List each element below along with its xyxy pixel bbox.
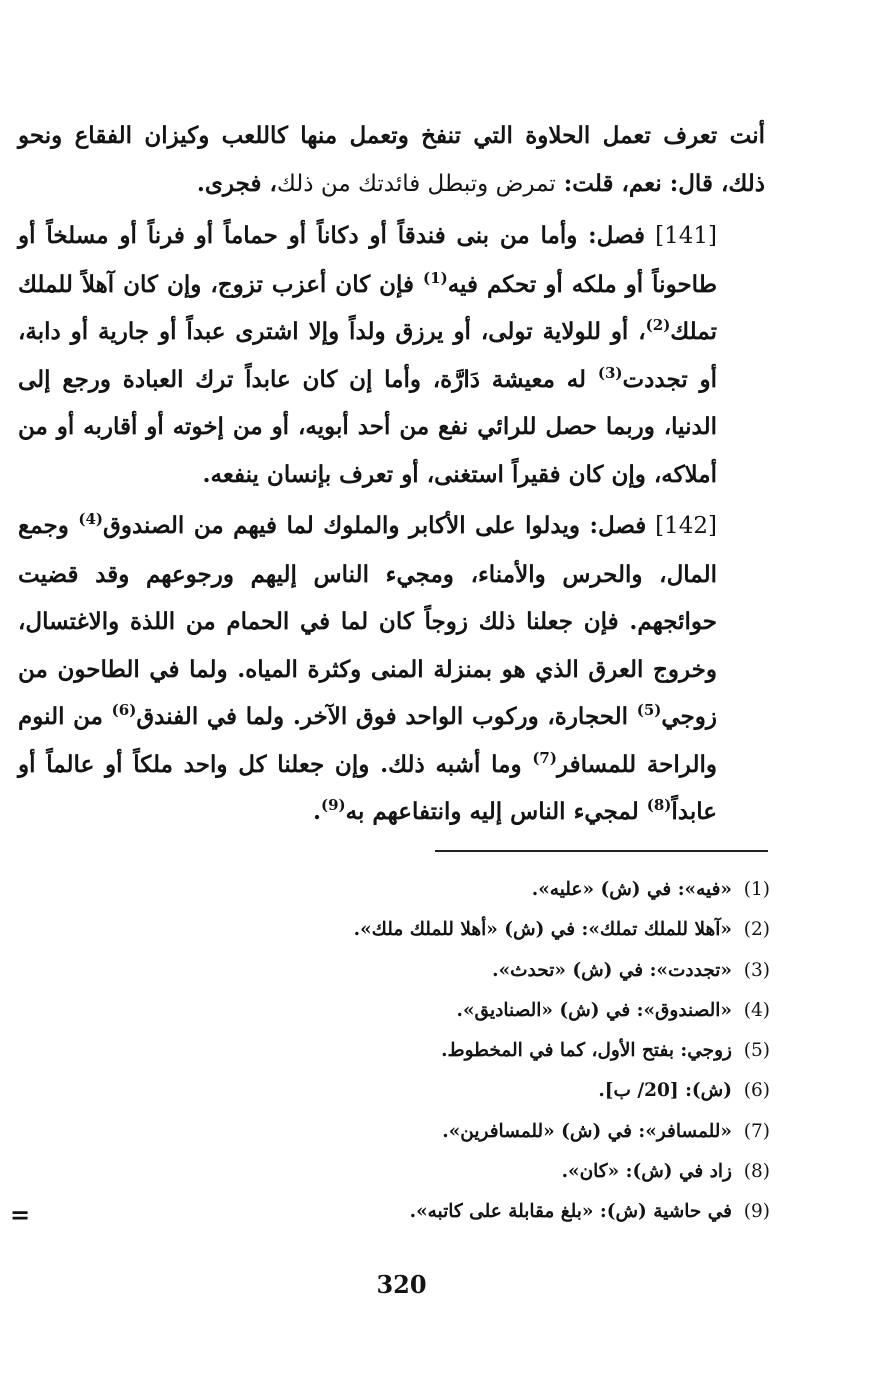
footnote-number: (3) (743, 959, 770, 981)
footnote-text: «للمسافر»: في (ش) «للمسافرين». (442, 1120, 732, 1142)
section-heading: فصل: (588, 222, 645, 249)
body-text: ويدلوا على الأكابر والملوك لما فيهم من الصندوق (103, 512, 590, 539)
footnote-ref: (9) (320, 796, 346, 814)
body-text: ، أو للولاية تولى، أو يرزق ولداً وإلا اشترى عبداً أو جارية أو دابة، أو تجددت (18, 318, 717, 393)
footnote-ref: (4) (78, 510, 104, 528)
footnote-item (250, 910, 770, 950)
light-text: [141] (645, 223, 717, 249)
footnote-number: (6) (743, 1080, 770, 1102)
footnote-number: (2) (743, 919, 770, 941)
body-text: من النوم والراحة للمسافر (18, 703, 717, 778)
page-number: 320 (376, 1270, 427, 1299)
footnote-ref: (3) (597, 363, 623, 382)
footnote-number: (5) (743, 1040, 770, 1062)
section-heading: فصل: (589, 512, 647, 539)
footnote-item (250, 951, 770, 991)
section-142-paragraph (18, 502, 765, 836)
footnote-ref: (6) (111, 701, 137, 719)
footnote-item (250, 991, 770, 1031)
footnote-item (250, 1031, 770, 1071)
body-text: فإن كان أعزب تزوج، وإن كان آهلاً للملك تملك (18, 270, 717, 345)
body-text: الحجارة، وركوب الواحد فوق الآخر. ولما في الفندق (136, 703, 637, 730)
light-text: تمرض وتبطل فائدتك من ذلك (276, 170, 556, 197)
section-141-paragraph (18, 212, 765, 498)
body-text: . (312, 798, 321, 825)
footnote-item (250, 870, 770, 910)
footnote-number: (9) (743, 1201, 770, 1223)
body-text: له معيشة دَارَّة، وأما إن كان عابداً ترك العبادة ورجع إلى الدنيا، وربما حصل للرائي نفع من أحد أبويه، أو من إخوته أو أقاربه أو من أملاكه، وإن كان فقيراً استغنى، أو تعرف بإنسان ينفعه. (18, 365, 717, 488)
footnote-text: «تجددت»: في (ش) «تحدث». (492, 959, 732, 981)
footnotes-list (250, 870, 770, 1233)
footnote-ref: (7) (532, 748, 557, 767)
footnote-text: (ش): [20/ ب]. (598, 1080, 732, 1102)
footnote-item (250, 1152, 770, 1192)
body-text: وجمع المال، والحرس والأمناء، ومجيء الناس إليهم ورجوعهم وقد قضيت حوائجهم. فإن جعلنا ذلك زوجاً كان لما في الحمام من اللذة والاغتسال، وخروج العرق الذي هو بمنزلة المنى وكثرة المياه. ولما في الطاحون من زوجي (18, 512, 717, 730)
footnote-item (250, 1112, 770, 1152)
body-text: لمجيء الناس إليه وانتفاعهم به (345, 798, 647, 825)
footnote-number: (1) (743, 879, 770, 900)
footnote-text: زاد في (ش): «كان». (561, 1161, 732, 1183)
footnote-item (250, 1071, 770, 1111)
main-text (18, 112, 765, 836)
continuation-mark: = (10, 1200, 31, 1229)
intro-paragraph (18, 112, 765, 208)
footnote-ref: (8) (646, 796, 672, 814)
body-text: أنت تعرف تعمل الحلاوة التي تنفخ وتعمل منها كاللعب وكيزان الفقاع ونحو ذلك، قال: نعم، قلت: (18, 122, 765, 197)
footnote-number: (4) (743, 999, 770, 1021)
light-text: [142] (646, 513, 717, 539)
body-text: وأما من بنى فندقاً أو دكاناً أو حماماً أو فرناً أو مسلخاً أو طاحوناً أو ملكه أو تحكم فيه (18, 222, 717, 298)
footnote-text: «آهلا للملك تملك»: في (ش) «أهلا للملك ملك». (353, 919, 732, 941)
footnote-item (250, 1192, 770, 1232)
footnote-ref: (5) (636, 701, 662, 719)
footnote-number: (8) (743, 1161, 770, 1183)
footnote-text: «فيه»: في (ش) «عليه». (531, 879, 732, 900)
footnote-text: «الصندوق»: في (ش) «الصناديق». (456, 999, 732, 1021)
body-text: وما أشبه ذلك. وإن جعلنا كل واحد ملكاً أو عالماً أو عابداً (18, 750, 717, 825)
footnote-separator (435, 850, 768, 852)
body-text: ، فجرى. (196, 169, 277, 197)
footnote-text: زوجي: بفتح الأول، كما في المخطوط. (441, 1040, 732, 1062)
footnote-text: في حاشية (ش): «بلغ مقابلة على كاتبه». (409, 1201, 732, 1223)
footnote-ref: (2) (645, 316, 671, 334)
footnote-number: (7) (743, 1120, 770, 1142)
footnote-ref: (1) (423, 268, 448, 287)
